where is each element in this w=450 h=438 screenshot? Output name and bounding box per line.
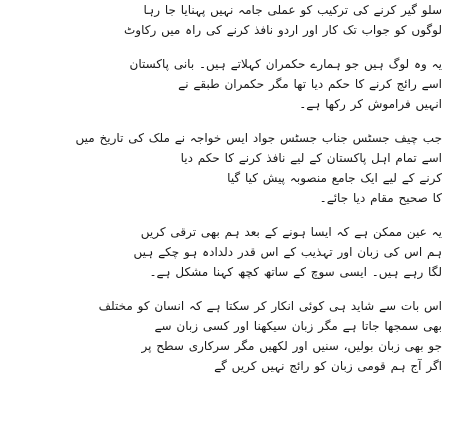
paragraph-5 [8, 296, 442, 376]
paragraph-1 [8, 0, 442, 40]
text-line: اس بات سے شاید ہی کوئی انکار کر سکتا ہے کہ انسان کو مختلف [98, 299, 442, 313]
paragraph-3 [8, 128, 442, 208]
text-line: جو بھی زبان بولیں، سنیں اور لکھیں مگر سرکاری سطح پر [141, 339, 442, 353]
text-line: کرنے کے لیے ایک جامع منصوبہ پیش کیا گیا [227, 171, 442, 185]
text-line: اسے تمام اہل پاکستان کے لیے نافذ کرنے کا حکم دیا [180, 151, 442, 165]
text-line: سلو گیر کرنے کی ترکیب کو عملی جامہ نہیں پہنایا جا رہا [143, 3, 442, 17]
text-line: بھی سمجھا جاتا ہے مگر زبان سیکھنا اور کسی زبان سے [154, 319, 442, 333]
text-line: یہ عین ممکن ہے کہ ایسا ہونے کے بعد ہم بھی ترقی کریں [140, 225, 442, 239]
text-line: اگر آج ہم قومی زبان کو رائج نہیں کریں گے [214, 359, 442, 373]
paragraph-2 [8, 54, 442, 114]
text-line: اسے رائج کرنے کا حکم دیا تھا مگر حکمران طبقے نے [178, 77, 442, 91]
text-line: کا صحیح مقام دیا جائے۔ [319, 191, 442, 205]
text-line: لوگوں کو جواب تک کار اور اردو نافذ کرنے کی راہ میں رکاوٹ [124, 23, 442, 37]
text-line: یہ وہ لوگ ہیں جو ہمارے حکمران کہلاتے ہیں۔ بانی پاکستان [129, 57, 442, 71]
text-line: لگا رہے ہیں۔ ایسی سوچ کے ساتھ کچھ کہنا مشکل ہے۔ [149, 265, 442, 279]
text-line: جب چیف جسٹس جناب جسٹس جواد ایس خواجہ نے ملک کی تاریخ میں [75, 131, 442, 145]
text-line: انہیں فراموش کر رکھا ہے۔ [299, 97, 442, 111]
text-line: ہم اس کی زبان اور تہذیب کے اس قدر دلدادہ ہو چکے ہیں [133, 245, 442, 259]
paragraph-4 [8, 222, 442, 282]
